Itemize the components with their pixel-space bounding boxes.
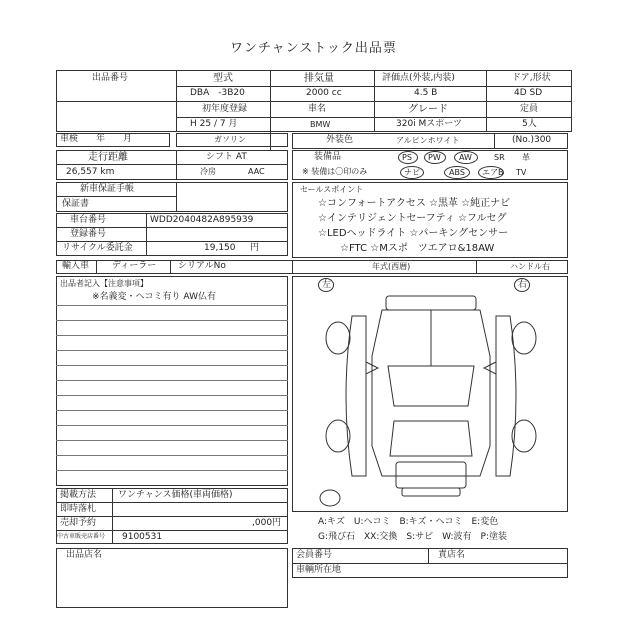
damage-legend-line-1: A:キズ U:ヘコミ B:キズ・ヘコミ E:変色 — [318, 517, 499, 527]
recycle-unit: 円 — [250, 243, 260, 253]
model-label: 型式 — [213, 73, 233, 84]
model-value: DBA -3B20 — [190, 88, 245, 98]
recycle-label: リサイクル委託金 — [62, 243, 133, 253]
instant-sale-label: 即時落札 — [60, 504, 97, 514]
member-name-label: 会員番号 — [296, 550, 333, 560]
color-number-value: (No.)300 — [512, 135, 552, 145]
notes-line-1: ※名義変・ヘコミ有り AW仏有 — [92, 292, 216, 302]
doors-label: ドア,形状 — [512, 73, 551, 83]
equip-pw: PW — [428, 153, 441, 162]
displacement-value: 2000 cc — [306, 88, 342, 98]
inspection-label: 車検 年 月 — [60, 134, 133, 144]
exterior-color-value: アルピンホワイト — [396, 136, 460, 145]
vehicle-location-label: 車輌所在地 — [296, 565, 342, 575]
equip-airbag: エアB — [482, 168, 504, 177]
equip-aw: AW — [459, 153, 472, 162]
doors-value: 4D SD — [514, 88, 543, 98]
maker-value: BMW — [310, 120, 331, 129]
handle-label: ハンドル右 — [510, 262, 550, 271]
equip-sr: SR — [494, 153, 505, 162]
capacity-value: 5人 — [522, 119, 537, 129]
import-label: 輸入車 — [62, 261, 90, 271]
car-damage-diagram — [292, 276, 570, 512]
equip-nav: ナビ — [404, 168, 420, 177]
mileage-value: 26,557 km — [66, 167, 115, 177]
first-registration-label: 初年度登録 — [202, 104, 248, 114]
diagram-left-label: 左 — [322, 280, 332, 290]
ac-label: 冷房 — [200, 167, 216, 176]
sales-point-line-1: ☆コンフォートアクセス ☆黒革 ☆純正ナビ — [318, 198, 511, 209]
notes-heading: 出品者記入【注意事項】 — [60, 279, 148, 288]
equip-tv: TV — [516, 168, 527, 177]
equipment-note: ※ 装備は〇印のみ — [302, 167, 368, 176]
shift-value: シフト AT — [206, 152, 247, 162]
lot-number-label: 出品番号 — [92, 73, 129, 83]
maker-label: 車名 — [308, 104, 327, 114]
exterior-color-label: 外装色 — [326, 135, 354, 145]
sales-point-line-4: ☆FTC ☆Mスポ ツエアロ&18AW — [340, 243, 495, 254]
model-year-label: 年式(西暦) — [372, 262, 411, 271]
warranty-label: 保証書 — [62, 199, 90, 209]
sales-points-heading: セールスポイント — [300, 185, 364, 194]
listing-method-value: ワンチャンス価格(車両価格) — [118, 490, 233, 500]
fuel-value: ガソリン — [214, 135, 246, 144]
equip-ps: PS — [402, 153, 412, 162]
dealer-value: ディーラー — [112, 261, 157, 271]
grade-value: 320i Mスポーツ — [396, 119, 462, 129]
new-warranty-label: 新車保証手帳 — [80, 184, 135, 194]
member-number-value: 9100531 — [122, 532, 163, 542]
grade-label: グレード — [408, 104, 448, 115]
damage-legend-line-2: G:飛び石 XX:交換 S:サビ W:波有 P:塗装 — [318, 532, 507, 542]
score-value: 4.5 B — [414, 88, 438, 98]
diagram-right-label: 右 — [518, 280, 528, 290]
mileage-label: 走行距離 — [88, 152, 128, 163]
reserve-value: ,000円 — [252, 518, 282, 528]
score-label: 評価点(外装,内装) — [382, 73, 455, 83]
member-number-label: 中古車販売店番号 — [57, 533, 106, 540]
shop-name-label: 責店名 — [438, 550, 466, 560]
equip-abs: ABS — [449, 168, 465, 177]
capacity-label: 定員 — [520, 104, 539, 114]
ac-value: AAC — [248, 167, 265, 176]
recycle-value: 19,150 — [204, 243, 236, 253]
displacement-label: 排気量 — [304, 73, 334, 84]
equip-leather: 革 — [522, 153, 530, 162]
serial-label: シリアルNo — [178, 261, 226, 271]
registration-label: 登録番号 — [70, 229, 107, 239]
first-registration-value: H 25 / 7 月 — [190, 119, 238, 129]
page-title: ワンチャンストック出品票 — [230, 41, 397, 56]
vin-label: 車台番号 — [70, 215, 107, 225]
sales-point-line-3: ☆LEDヘッドライト ☆パーキングセンサー — [318, 228, 509, 239]
listing-method-label: 掲載方法 — [60, 490, 97, 500]
vin-value: WDD2040482A895939 — [150, 215, 254, 225]
reserve-label: 売却予約 — [60, 518, 97, 528]
sales-point-line-2: ☆インテリジェントセーフティ ☆フルセグ — [318, 213, 507, 224]
exhibitor-label: 出品店名 — [66, 550, 103, 560]
equipment-label: 装備品 — [314, 152, 342, 162]
